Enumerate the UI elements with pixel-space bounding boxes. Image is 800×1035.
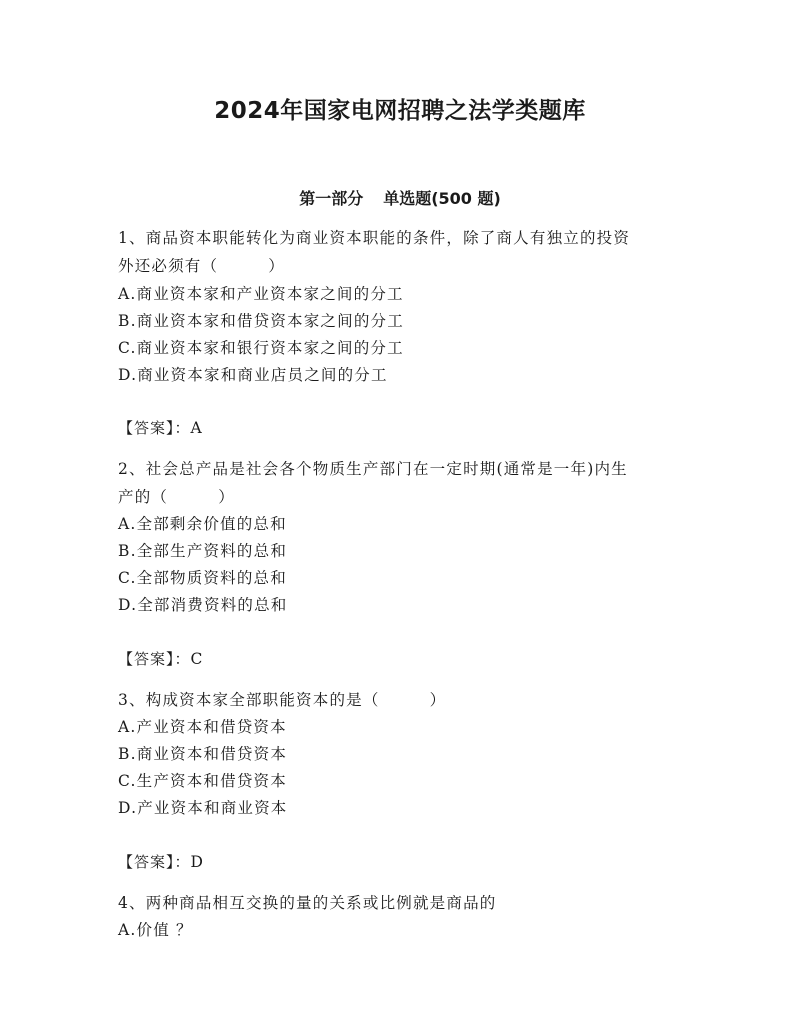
question-2-option-c: C.全部物质资料的总和 xyxy=(118,569,287,587)
question-1-option-b: B.商业资本家和借贷资本家之间的分工 xyxy=(118,312,404,330)
question-3-option-c: C.生产资本和借贷资本 xyxy=(118,772,287,790)
question-1-stem-line-1: 1、商品资本职能转化为商业资本职能的条件，除了商人有独立的投资 xyxy=(118,229,631,247)
question-2-answer xyxy=(118,648,202,669)
question-1-option-a: A.商业资本家和产业资本家之间的分工 xyxy=(118,285,404,303)
question-2-stem-line-2: 产的（ ） xyxy=(118,488,235,506)
question-3-answer xyxy=(118,851,203,872)
question-2-option-a: A.全部剩余价值的总和 xyxy=(118,515,287,533)
question-1-option-c: C.商业资本家和银行资本家之间的分工 xyxy=(118,339,404,357)
question-4-stem-line-1: 4、两种商品相互交换的量的关系或比例就是商品的 xyxy=(118,894,497,912)
document-title: 2024年国家电网招聘之法学类题库 xyxy=(214,98,586,124)
question-3-option-d: D.产业资本和商业资本 xyxy=(118,799,288,817)
question-1-option-d: D.商业资本家和商业店员之间的分工 xyxy=(118,366,388,384)
answer-value: C xyxy=(190,650,203,668)
question-3-stem-line-1: 3、构成资本家全部职能资本的是（ ） xyxy=(118,691,447,709)
question-1-stem-line-2: 外还必须有（ ） xyxy=(118,257,286,275)
section-heading xyxy=(0,186,800,209)
section-name: 单选题(500 题) xyxy=(383,189,501,208)
answer-label: 【答案】： xyxy=(118,419,191,437)
question-4-option-a: A.价值 ？ xyxy=(118,921,193,939)
answer-value: A xyxy=(190,419,202,437)
question-3-option-b: B.商业资本和借贷资本 xyxy=(118,745,288,763)
answer-label: 【答案】： xyxy=(118,650,191,668)
answer-label: 【答案】： xyxy=(118,853,191,871)
question-1-answer xyxy=(118,417,202,438)
answer-value: D xyxy=(190,853,203,871)
question-2-option-d: D.全部消费资料的总和 xyxy=(118,596,288,614)
question-2-option-b: B.全部生产资料的总和 xyxy=(118,542,288,560)
question-2-stem-line-1: 2、社会总产品是社会各个物质生产部门在一定时期(通常是一年)内生 xyxy=(118,460,628,478)
section-part: 第一部分 xyxy=(299,189,364,208)
question-3-option-a: A.产业资本和借贷资本 xyxy=(118,718,287,736)
